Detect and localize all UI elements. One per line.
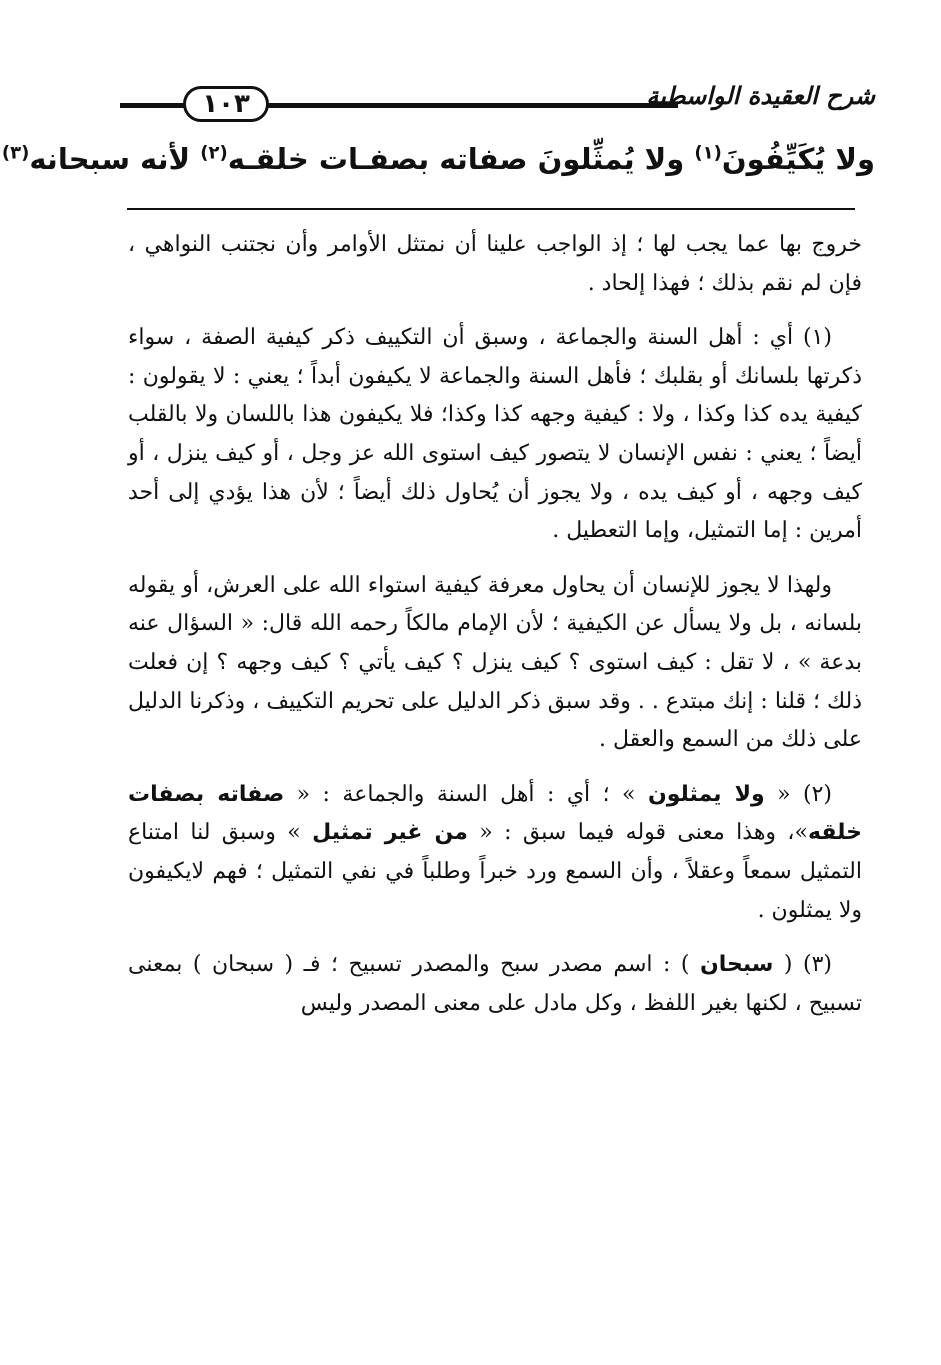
matn-part-1: ولا يُكَيِّفُونَ [721,142,875,176]
fn2-bold-3: من غير تمثيل [312,820,468,846]
header-rule-left [120,103,185,108]
fn3-bold: سبحان [699,952,774,978]
running-title: شرح العقيدة الواسطية [646,82,875,110]
matn-part-2: ولا يُمثِّلونَ صفاته بصفـات خلقـه [227,142,695,176]
matn-line [1,142,875,176]
fn2-end: » وسبق لنا امتناع التمثيل سمعاً وعقلاً ، وأن السمع ورد خبراً وطلباً في نفي التمثيل ؛ فهم لايكيفون ولا يمثلون . [128,820,862,923]
fn2-open: (٢) « [764,781,833,807]
fn2-bold-2: صفاته بصفات خلقه [128,781,863,846]
page-number: ١٠٣ [183,86,269,122]
matn-part-3: لأنه سبحانه [29,142,201,176]
footnote-ref-3: (٣) [1,142,30,164]
fn3-open: (٣) ( [773,952,832,978]
fn2-mid-1: » ؛ أي : أهل السنة والجماعة : « [284,781,648,807]
footnote-ref-2: (٢) [200,142,228,164]
footnote-3-paragraph [128,946,862,1023]
page-header [120,72,875,128]
header-rule-right [268,103,678,108]
matn-divider [127,208,855,210]
commentary-body [128,226,862,1023]
fn3-rest: ) : اسم مصدر سبح والمصدر تسبيح ؛ فـ ( سبحان ) بمعنى تسبيح ، لكنها بغير اللفظ ، وكل مادل على معنى المصدر وليس [128,952,862,1016]
paragraph-malik: ولهذا لا يجوز للإنسان أن يحاول معرفة كيفية استواء الله على العرش، أو يقوله بلسانه ، بل ولا يسأل عن الكيفية ؛ لأن الإمام مالكاً رحمه الله قال: « السؤال عنه بدعة » ، لا تقل : كيف استوى ؟ كيف ينزل ؟ كيف يأتي ؟ كيف وجهه ؟ إن فعلت ذلك ؛ قلنا : إنك مبتدع . . وقد سبق ذكر الدليل على تحريم التكييف ، وذكرنا الدليل على ذلك من السمع والعقل . [128,572,862,753]
footnote-ref-1: (١) [694,142,722,164]
footnote-2-paragraph [128,776,862,930]
footnote-1-paragraph: (١) أي : أهل السنة والجماعة ، وسبق أن التكييف ذكر كيفية الصفة ، سواء ذكرتها بلسانك أو بقلبك ؛ فأهل السنة والجماعة لا يكيفون أبداً ؛ يعني : لا يقولون : كيفية يده كذا وكذا ، ولا : كيفية وجهه كذا وكذا؛ فلا يكيفون هذا باللسان ولا بالقلب أيضاً ؛ يعني : نفس الإنسان لا يتصور كيف استوى الله عز وجل ، أو كيف ينزل ، أو كيف وجهه ، أو كيف يده ، ولا يجوز أن يُحاول ذلك أيضاً ؛ لأن هذا يؤدي إلى أحد أمرين : إما التمثيل، وإما التعطيل . [128,325,862,544]
fn2-mid-2: »، وهذا معنى قوله فيما سبق : « [467,820,808,846]
paragraph-continuation: خروج بها عما يجب لها ؛ إذ الواجب علينا أن نمتثل الأوامر وأن نجتنب النواهي ، فإن لم نقم بذلك ؛ فهذا إلحاد . [128,232,862,296]
fn2-bold-1: ولا يمثلون [647,781,765,807]
